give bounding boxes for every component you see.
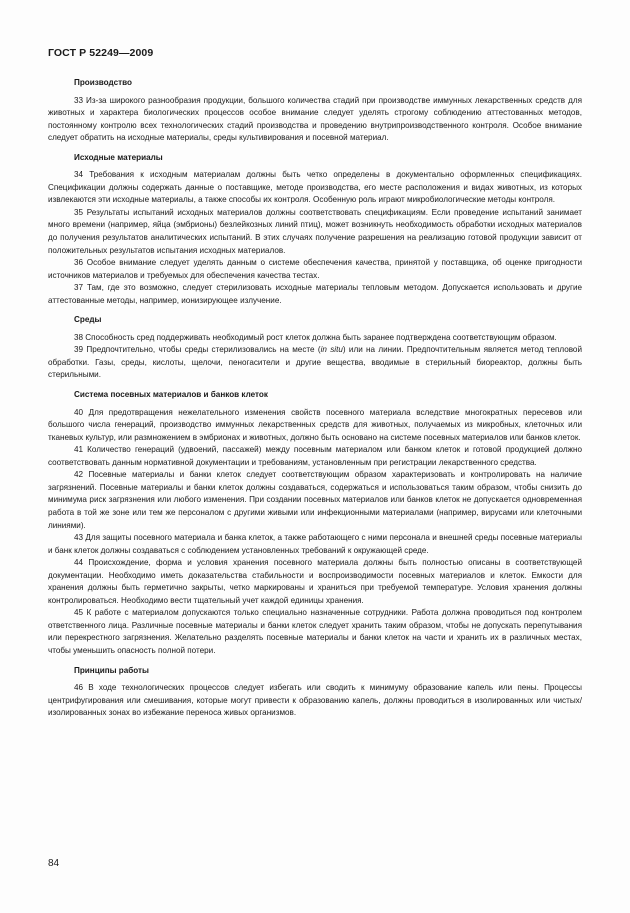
paragraph-38: 38 Способность сред поддерживать необходимый рост клеток должна быть заранее подтверждена соответствующим образом. bbox=[74, 332, 557, 342]
section-media bbox=[48, 314, 582, 382]
paragraph-40: 40 Для предотвращения нежелательного изменения свойств посевного материала вследствие многократных пересевов или большого числа генераций, производство иммунных лекарственных средств для животных, получаемых из микробных, клеточных или тканевых культур, или размножением в эмбрионах и животных, должно быть основано на системе посевных материалов или банков клеток. bbox=[48, 407, 582, 442]
paragraph-43: 43 Для защиты посевного материала и банка клеток, а также работающего с ними персонала и внешней среды посевные материалы и банк клеток должны создаваться с соблюдением установленных требований к окружающей среде. bbox=[48, 533, 582, 555]
section-heading: Среды bbox=[74, 315, 102, 325]
document-body bbox=[48, 77, 582, 727]
document-header: ГОСТ Р 52249—2009 bbox=[48, 47, 154, 59]
paragraph-41: 41 Количество генераций (удвоений, пассажей) между посевным материалом или банком клеток и готовой продукцией должно соответствовать данным нормативной документации и требованиям, установленным при регистрации лекарственного средства. bbox=[48, 445, 582, 467]
paragraph-34: 34 Требования к исходным материалам должны быть четко определены в документально оформленных спецификациях. Спецификации должны содержать данные о поставщике, методе производства, его месте расположения и видах животных, из которых извлекаются эти исходные материалы, а также способы их контроля. Особенную роль играют микробиологические методы контроля. bbox=[48, 170, 582, 205]
paragraph-33: 33 Из-за широкого разнообразия продукции, большого количества стадий при производстве иммунных лекарственных средств для животных и характера биологических процессов особое внимание следует уделять строгому соблюдению аттестованных методов, постоянному контролю всех технологических стадий производства и проведению внутрипроизводственного контроля. Особое внимание следует обратить на исходные материалы, среды культивирования и посевной материал. bbox=[48, 95, 582, 143]
section-starting-materials bbox=[48, 152, 582, 308]
paragraph-35: 35 Результаты испытаний исходных материалов должны соответствовать спецификациям. Если проведение испытаний занимает много времени (например, яйца (эмбрионы) безлейкозных линий птиц), может возникнуть необходимость обработки исходных материалов до получения результатов аналитических испытаний. В этих случаях получение разрешения на реализацию готовой продукции зависит от положительных результатов испытания исходных материалов. bbox=[48, 207, 582, 255]
paragraph-42: 42 Посевные материалы и банки клеток следует соответствующим образом характеризовать и контролировать на наличие загрязнений. Посевные материалы и банки клеток должны создаваться, содержаться и использоваться таким образом, чтобы снизить до минимума риск загрязнения или любого изменения. При создании посевных материалов или банков клеток не допускается одновременная работа в той же зоне или тем же персоналом с другими живыми или инфекционными материалами (например, вирусами или клеточными линиями). bbox=[48, 470, 582, 530]
section-seed-lot-system bbox=[48, 389, 582, 657]
section-production bbox=[48, 77, 582, 145]
page-number: 84 bbox=[48, 858, 60, 869]
section-heading: Исходные материалы bbox=[74, 152, 163, 162]
paragraph-45: 45 К работе с материалом допускаются только специально назначенные сотрудники. Работа должна проводиться под контролем ответственного лица. Различные посевные материалы и банки клеток следует хранить таким образом, чтобы не допускать перепутывания или перекрестного загрязнения. Желательно разделять посевные материалы и банки клеток на части и хранить их в различных местах, чтобы уменьшить опасность полной потери. bbox=[48, 608, 582, 655]
paragraph-36: 36 Особое внимание следует уделять данным о системе обеспечения качества, принятой у поставщика, об оценке пригодности источников материалов и требуемых для обеспечения качества тестах. bbox=[48, 258, 582, 280]
section-operating-principles bbox=[48, 665, 582, 720]
section-heading: Принципы работы bbox=[74, 665, 149, 675]
section-heading: Система посевных материалов и банков клеток bbox=[74, 390, 268, 400]
section-heading: Производство bbox=[74, 78, 132, 87]
paragraph-37: 37 Там, где это возможно, следует стерилизовать исходные материалы тепловым методом. Допускается использовать и другие аттестованные методы, например, ионизирующее излучение. bbox=[48, 283, 582, 305]
paragraph-44: 44 Происхождение, форма и условия хранения посевного материала должны быть полностью описаны в соответствующей документации. Необходимо иметь доказательства стабильности и воспроизводимости посевных материалов и клеток. Емкости для хранения должны быть герметично закрыты, четко маркированы и храниться при требуемой температуре. Условия хранения должны контролироваться. Необходимо вести тщательный учет каждой единицы хранения. bbox=[48, 558, 582, 605]
paragraph-39: 39 Предпочтительно, чтобы среды стерилизовались на месте (in situ) или на линии. Предпочтительным является метод тепловой обработки. Газы, среды, кислоты, щелочи, пеногасители и другие вещества, вводимые в стерильный биореактор, должны быть стерильными. bbox=[48, 345, 582, 380]
paragraph-46: 46 В ходе технологических процессов следует избегать или сводить к минимуму образование капель или пены. Процессы центрифугирования или смешивания, которые могут привести к образованию капель, должны проводиться в изолированных или чистых/изолированных зонах во избежание переноса живых организмов. bbox=[48, 683, 582, 718]
